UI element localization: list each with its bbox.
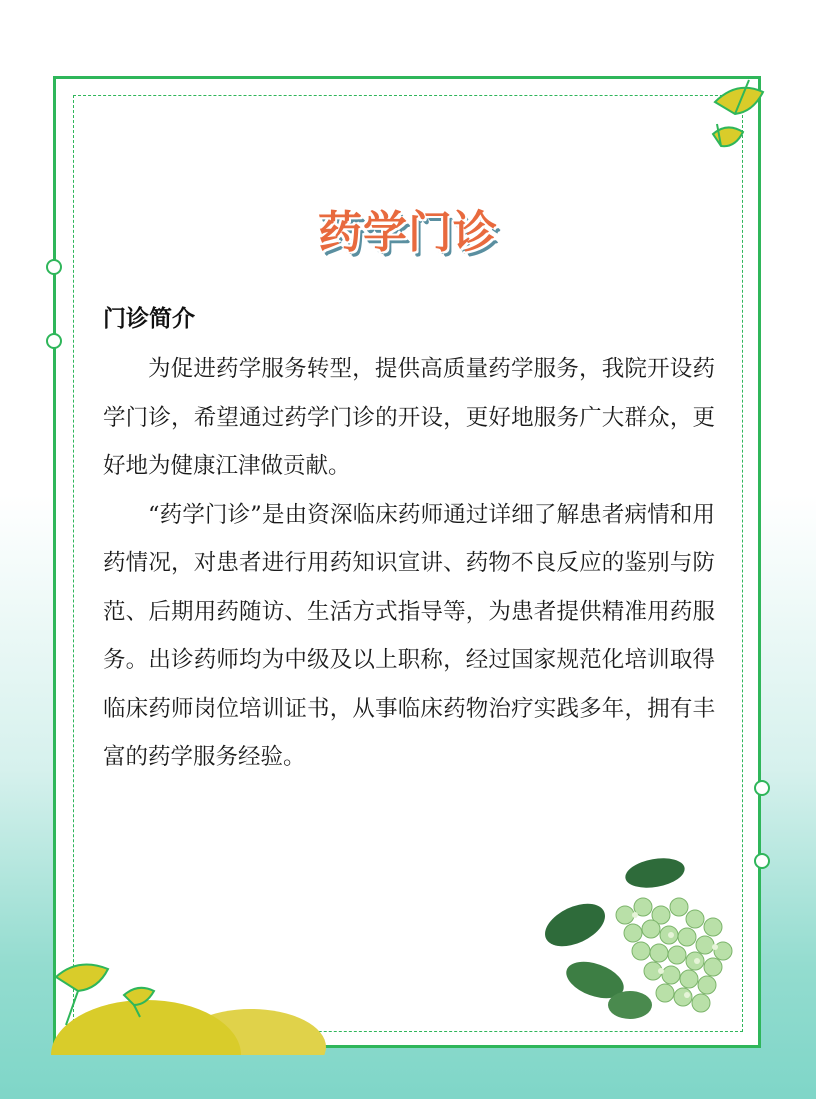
ginkgo-leaf-icon bbox=[705, 72, 770, 157]
paragraph-2: “药学门诊”是由资深临床药师通过详细了解患者病情和用药情况，对患者进行用药知识宣讲、药物不良反应的鉴别与防范、后期用药随访、生活方式指导等，为患者提供精准用药服务。出诊药师均为中级及以上职称，经过国家规范化培训取得临床药师岗位培训证书，从事临床药物治疗实践多年，拥有丰富的药学服务经验。 bbox=[103, 501, 715, 770]
body-text bbox=[103, 345, 715, 782]
frame-knob-left-bottom bbox=[46, 333, 62, 349]
flower-bouquet-icon bbox=[535, 855, 750, 1035]
paragraph-1: 为促进药学服务转型，提供高质量药学服务，我院开设药学门诊，希望通过药学门诊的开设，更好地服务广大群众，更好地为健康江津做贡献。 bbox=[103, 356, 715, 479]
frame-knob-left-top bbox=[46, 259, 62, 275]
page-title: 药学门诊 bbox=[318, 207, 498, 258]
section-heading: 门诊简介 bbox=[103, 306, 195, 332]
yellow-hill-icon bbox=[46, 955, 326, 1055]
frame-knob-right-bottom bbox=[754, 853, 770, 869]
frame-knob-right-top bbox=[754, 780, 770, 796]
